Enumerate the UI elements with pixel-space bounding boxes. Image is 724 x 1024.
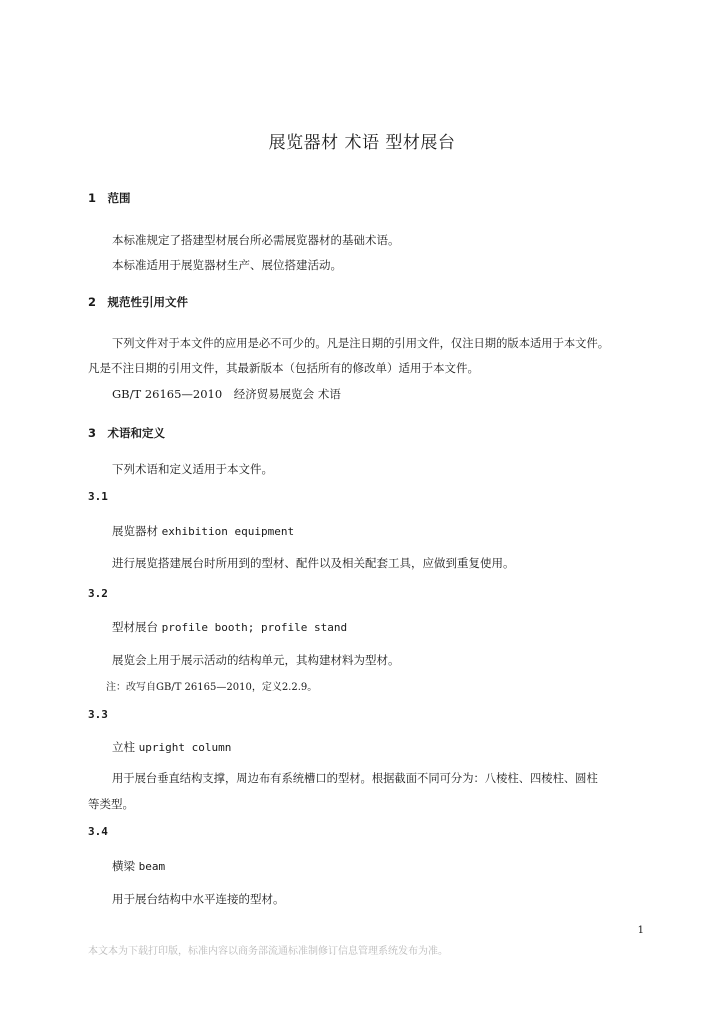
term-zh: 展览器材: [112, 524, 158, 538]
term-definition: 用于展台结构中水平连接的型材。: [112, 892, 285, 906]
clause-number: 3.2: [88, 587, 108, 600]
term-entry: [112, 524, 294, 539]
term-definition: 进行展览搭建展台时所用到的型材、配件以及相关配套工具，应做到重复使用。: [112, 556, 515, 570]
term-entry: [112, 620, 347, 635]
term-zh: 立柱: [112, 740, 135, 754]
section-2-heading: 2 规范性引用文件: [88, 295, 189, 309]
term-zh: 横梁: [112, 859, 135, 873]
term-en: exhibition equipment: [161, 525, 295, 538]
term-definition: 展览会上用于展示活动的结构单元，其构建材料为型材。: [112, 653, 400, 667]
page-number: 1: [637, 925, 644, 936]
term-en: upright column: [138, 741, 232, 754]
document-title: 展览器材 术语 型材展台: [268, 133, 456, 153]
term-entry: [112, 859, 165, 874]
section-3-heading: 3 术语和定义: [88, 426, 166, 440]
section-1-paragraph-1: 本标准规定了搭建型材展台所必需展览器材的基础术语。: [112, 233, 400, 247]
term-en: profile booth; profile stand: [161, 621, 348, 634]
term-definition-line-2: 等类型。: [88, 797, 134, 811]
clause-number: 3.3: [88, 708, 108, 721]
clause-number: 3.1: [88, 490, 108, 503]
section-2-reference: GB/T 26165—2010 经济贸易展览会 术语: [112, 387, 341, 401]
term-en: beam: [138, 860, 166, 873]
clause-number: 3.4: [88, 825, 108, 838]
term-zh: 型材展台: [112, 620, 158, 634]
term-note: 注：改写自GB/T 26165—2010，定义2.2.9。: [106, 682, 318, 693]
section-2-paragraph-line-1: 下列文件对于本文件的应用是必不可少的。凡是注日期的引用文件，仅注日期的版本适用于本文件。: [112, 337, 610, 350]
term-definition-line-1: 用于展台垂直结构支撑，周边布有系统槽口的型材。根据截面不同可分为：八棱柱、四棱柱、圆柱: [112, 772, 598, 785]
section-3-intro: 下列术语和定义适用于本文件。: [112, 462, 273, 476]
term-entry: [112, 740, 231, 755]
footer-notice: 本文本为下载打印版，标准内容以商务部流通标准制修订信息管理系统发布为准。: [88, 946, 448, 957]
section-1-heading: 1 范围: [88, 191, 131, 205]
section-2-paragraph-line-2: 凡是不注日期的引用文件，其最新版本（包括所有的修改单）适用于本文件。: [88, 361, 479, 375]
section-1-paragraph-2: 本标准适用于展览器材生产、展位搭建活动。: [112, 258, 342, 272]
